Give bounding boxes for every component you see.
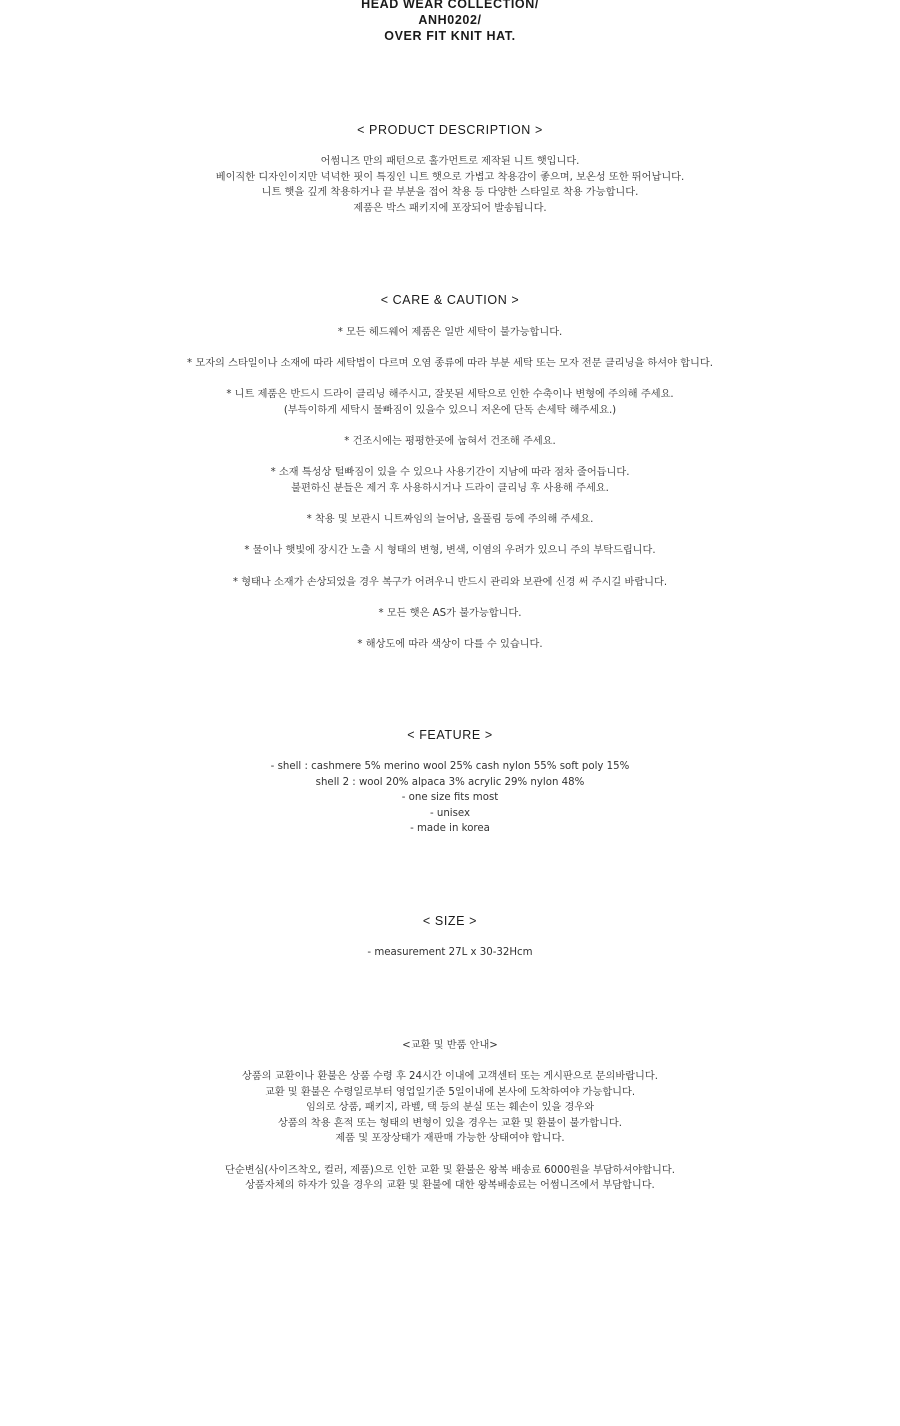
description-line: 제품은 박스 패키지에 포장되어 발송됩니다. — [353, 202, 547, 214]
exchange-line: 제품 및 포장상태가 재판매 가능한 상태여야 합니다. — [335, 1133, 565, 1145]
product-code: ANH0202/ — [418, 13, 482, 27]
collection-name: HEAD WEAR COLLECTION/ — [361, 0, 539, 11]
care-item: * 모든 헤드웨어 제품은 일반 세탁이 불가능합니다. — [337, 327, 563, 338]
care-item: * 건조시에는 평평한곳에 눕혀서 건조해 주세요. — [344, 436, 556, 448]
size-line: - measurement 27L x 30-32Hcm — [367, 947, 533, 958]
description-line: 어썸니즈 만의 패턴으로 홀가먼트로 제작된 니트 햇입니다. — [320, 156, 580, 167]
exchange-line: 교환 및 환불은 수령일로부터 영업일기준 5일이내에 본사에 도착하여야 가능합니다. — [264, 1086, 636, 1098]
care-item: * 모든 햇은 AS가 불가능합니다. — [378, 607, 522, 619]
description-line: 니트 햇을 깊게 착용하거나 끝 부분을 접어 착용 등 다양한 스타일로 착용 가능합니다. — [261, 187, 639, 199]
care-item: * 해상도에 따라 색상이 다를 수 있습니다. — [357, 638, 543, 650]
exchange-return-body — [0, 1069, 900, 1194]
feature-line: - one size fits most — [401, 792, 499, 804]
size-title: < SIZE > — [422, 914, 478, 928]
feature-line: - unisex — [429, 807, 471, 819]
care-caution-body — [0, 325, 900, 652]
feature-line: - made in korea — [410, 823, 490, 835]
exchange-line: 상품자체의 하자가 있을 경우의 교환 및 환불에 대한 왕복배송료는 어썸니즈에서 부담합니다. — [245, 1180, 655, 1192]
feature-line: shell 2 : wool 20% alpaca 3% acrylic 29% nylon 48% — [315, 776, 585, 788]
care-caution-title: < CARE & CAUTION > — [380, 293, 520, 307]
description-line: 베이직한 디자인이지만 넉넉한 핏이 특징인 니트 햇으로 가볍고 착용감이 좋으며, 보온성 또한 뛰어납니다. — [215, 171, 685, 183]
exchange-line: 단순변심(사이즈착오, 컬러, 제품)으로 인한 교환 및 환불은 왕복 배송료 6000원을 부담하셔야합니다. — [225, 1164, 675, 1176]
exchange-line: 상품의 교환이나 환불은 상품 수령 후 24시간 이내에 고객센터 또는 게시판으로 문의바랍니다. — [242, 1071, 658, 1082]
product-header — [0, 0, 900, 44]
size-body — [0, 945, 900, 961]
care-item: 불편하신 분들은 제거 후 사용하시거나 드라이 클리닝 후 사용해 주세요. — [291, 482, 609, 494]
care-item: (부득이하게 세탁시 물빠짐이 있을수 있으니 저온에 단독 손세탁 해주세요.) — [283, 404, 617, 416]
feature-title: < FEATURE > — [407, 728, 493, 742]
product-name: OVER FIT KNIT HAT. — [384, 29, 516, 43]
care-item: * 형태나 소재가 손상되었을 경우 복구가 어려우니 반드시 관리와 보관에 신경 써 주시길 바랍니다. — [232, 576, 668, 588]
product-description-title: < PRODUCT DESCRIPTION > — [357, 123, 543, 137]
care-item: * 물이나 햇빛에 장시간 노출 시 형태의 변형, 변색, 이염의 우려가 있으니 주의 부탁드립니다. — [244, 545, 656, 557]
care-item: * 모자의 스타일이나 소재에 따라 세탁법이 다르며 오염 종류에 따라 부분 세탁 또는 모자 전문 클리닝을 하셔야 합니다. — [187, 358, 713, 370]
feature-line: - shell : cashmere 5% merino wool 25% cash nylon 55% soft poly 15% — [270, 761, 630, 772]
exchange-line: 임의로 상품, 패키지, 라벨, 택 등의 분실 또는 훼손이 있을 경우와 — [305, 1102, 595, 1114]
exchange-return-title: <교환 및 반품 안내> — [402, 1040, 498, 1051]
product-description-body — [0, 154, 900, 216]
care-item: * 소재 특성상 털빠짐이 있을 수 있으나 사용기간이 지남에 따라 점차 줄어듭니다. — [270, 467, 630, 479]
feature-body — [0, 759, 900, 837]
exchange-line: 상품의 착용 흔적 또는 형태의 변형이 있을 경우는 교환 및 환불이 불가합니다. — [278, 1117, 622, 1129]
care-item: * 니트 제품은 반드시 드라이 클리닝 해주시고, 잘못된 세탁으로 인한 수축이나 변형에 주의해 주세요. — [226, 389, 674, 401]
care-item: * 착용 및 보관시 니트짜임의 늘어남, 올풀림 등에 주의해 주세요. — [306, 514, 594, 526]
